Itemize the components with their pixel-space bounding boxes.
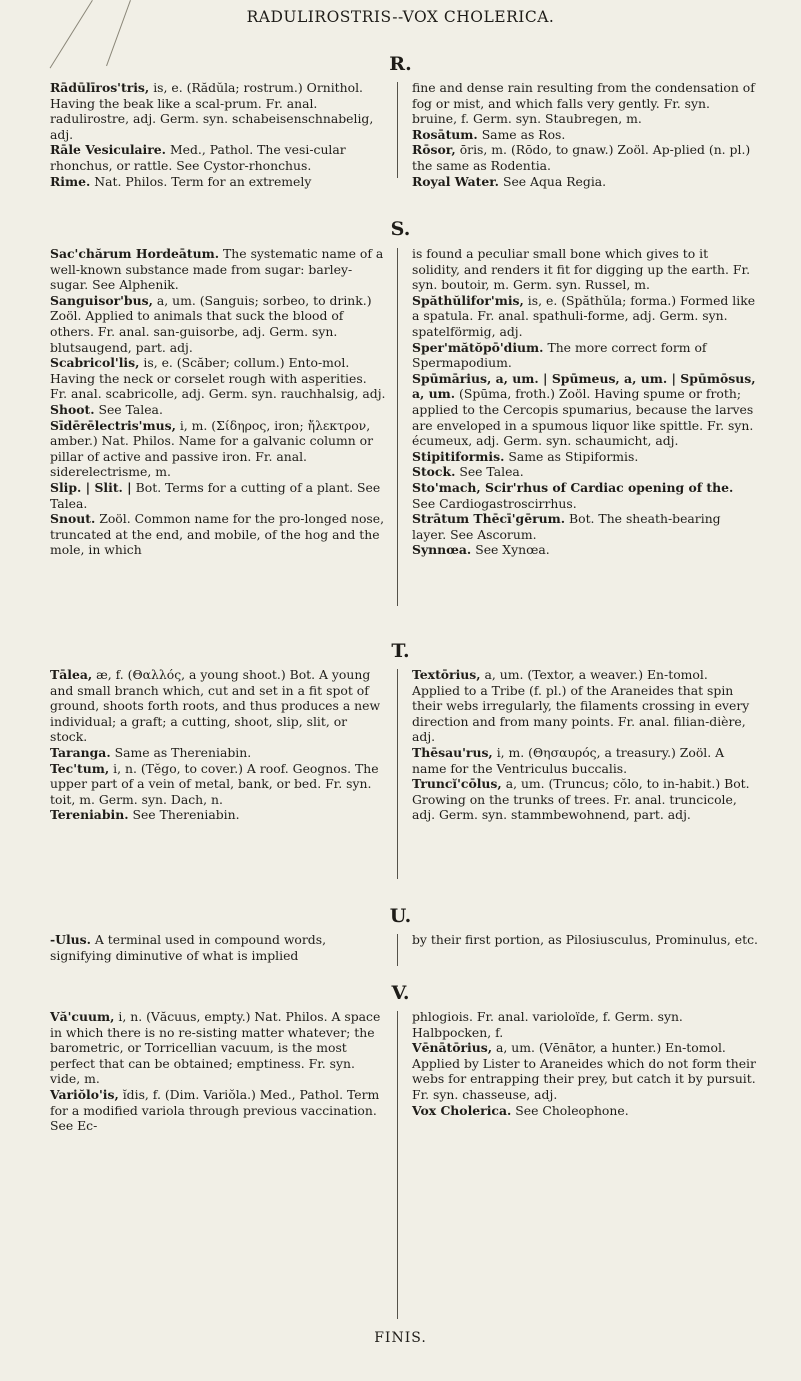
section-letter-u: U. [389, 905, 412, 927]
dictionary-entry [412, 464, 758, 480]
entry-body: is, e. (Scăber; collum.) Ento-mol. Having the neck or corselet rough with asperities. Fr. anal. scabricolle, adj. Germ. syn. rauchhalsig, adj. [50, 355, 386, 402]
entry-headword: Vă'cuum, [50, 1009, 115, 1024]
dictionary-entry [50, 761, 386, 808]
dictionary-entry [412, 174, 758, 190]
entry-headword: Tec'tum, [50, 760, 110, 776]
entry-body: See Cardiogastroscirrhus. [412, 495, 577, 511]
dictionary-entry [412, 745, 758, 776]
dictionary-entry [412, 449, 758, 465]
entry-body: Bot. The sheath-bearing layer. See Ascorum. [412, 511, 721, 542]
entry-body: (Spūma, froth.) Zoöl. Having spume or froth; applied to the Cercopis spumarius, because the larves are enveloped in a spumous liquor like spittle. Fr. syn. écumeux, adj. Germ. syn. schaumicht, adj. [412, 386, 754, 449]
dictionary-entry [412, 127, 758, 143]
column-divider [397, 248, 398, 606]
entry-pos: ōris, m. [459, 142, 507, 158]
dictionary-entry [50, 142, 386, 173]
entry-body: ĭdis, f. (Dim. Variŏla.) Med., Pathol. Term for a modified variola through previous vaccination. See Ec- [50, 1086, 380, 1134]
dictionary-entry [412, 293, 758, 340]
dictionary-entry [50, 293, 386, 355]
entry-headword: Textōrius, [412, 667, 481, 682]
entry-headword: -Ulus. [50, 932, 91, 947]
entry-ety: (Rădŭla; rostrum.) [186, 80, 303, 95]
entry-headword: Snout. [50, 511, 96, 527]
entry-body: i, n. (Văcuus, empty.) Nat. Philos. A space in which there is no re-sisting matter whatever; the barometric, or Torricellian vacuum, is the most perfect that can be obtained; emptiness. Fr. syn. vide, m. [50, 1009, 381, 1087]
dictionary-entry [50, 480, 386, 511]
entry-headword: Spūmārius, a, um. | Spūmeus, a, um. | Spūmōsus, a, um. [412, 370, 756, 402]
entry-body: is, e. (Spăthŭla; forma.) Formed like a spatula. Fr. anal. spathuli-forme, adj. Germ. syn. spatelförmig, adj. [412, 292, 756, 339]
entry-headword: Rāle Vesiculaire. [50, 142, 166, 158]
column-divider [397, 82, 398, 178]
dictionary-entry [412, 511, 758, 542]
dictionary-entry [50, 667, 386, 745]
entry-headword: Royal Water. [412, 173, 499, 189]
entry-headword: Sto'mach, Scir'rhus of Cardiac opening of the. [412, 479, 734, 495]
entry-body: A terminal used in compound words, signifying diminutive of what is implied [50, 932, 327, 963]
section-letter-s: S. [390, 218, 411, 240]
dictionary-entry [412, 142, 758, 173]
finis-label: FINIS. [374, 1330, 427, 1346]
entry-body: Same as Stipiformis. [508, 448, 639, 464]
entry-headword: Sac'chărum Hordeātum. [50, 246, 220, 261]
dictionary-entry [50, 1087, 386, 1134]
running-head: RADULIROSTRIS--VOX CHOLERICA. [246, 8, 555, 26]
entry-body: Same as Ros. [481, 126, 566, 142]
entry-headword: Taranga. [50, 744, 111, 760]
section-s-left-column [50, 246, 386, 558]
dictionary-entry [412, 1103, 758, 1119]
section-r-left-column [50, 80, 386, 189]
dictionary-entry [50, 80, 386, 142]
entry-headword: Spăthŭlifor'mis, [412, 292, 524, 308]
dictionary-entry [412, 371, 758, 449]
dictionary-entry [50, 246, 386, 293]
section-letter-t: T. [391, 640, 410, 662]
dictionary-entry [412, 80, 758, 127]
entry-headword: Vox Cholerica. [412, 1102, 512, 1118]
entry-body: Zoöl. Common name for the pro-longed nose, truncated at the end, and mobile, of the hog and the mole, in which [50, 511, 385, 558]
entry-body: Nat. Philos. Term for an extremely [94, 173, 312, 189]
column-divider [397, 669, 398, 879]
entry-body: See Talea. [98, 401, 163, 417]
entry-body: See Aqua Regia. [502, 173, 607, 189]
dictionary-entry [412, 1040, 758, 1102]
entry-body: See Talea. [459, 464, 524, 480]
entry-body: i, m. (Θησαυρός, a treasury.) Zoöl. A name for the Ventriculus buccalis. [412, 744, 725, 776]
entry-headword: Rime. [50, 173, 91, 189]
section-t-left-column [50, 667, 386, 823]
entry-body: i, n. (Tĕgo, to cover.) A roof. Geognos. The upper part of a vein of metal, bank, or bed. Fr. syn. toit, m. Germ. syn. Dach, n. [50, 760, 379, 807]
entry-body: a, um. (Sanguis; sorbeo, to drink.) Zoöl. Applied to animals that suck the blood of others. Fr. anal. san-guisorbe, adj. Germ. syn. blutsaugend, part. adj. [50, 292, 372, 355]
entry-headword: Tālea, [50, 667, 93, 682]
entry-body: Bot. Terms for a cutting of a plant. See Talea. [50, 479, 381, 511]
entry-ety: (Rōdo, to gnaw.) [510, 142, 614, 158]
entry-body: See Xynœa. [475, 542, 550, 558]
section-v-left-column [50, 1009, 386, 1134]
entry-body: The more correct form of Spermapodium. [412, 339, 707, 371]
entry-headword: Thēsau'rus, [412, 744, 493, 760]
entry-body: phlogiois. Fr. anal. varioloïde, f. Germ. syn. Halbpocken, f. [412, 1009, 683, 1040]
entry-headword: Rōsor, [412, 142, 456, 158]
dictionary-entry [50, 807, 386, 823]
dictionary-entry [50, 355, 386, 402]
dictionary-entry [50, 511, 386, 558]
entry-headword: Shoot. [50, 401, 95, 417]
entry-body: The systematic name of a well-known substance made from sugar: barley-sugar. See Alphenik. [50, 246, 384, 293]
dictionary-entry [412, 932, 758, 948]
dictionary-entry [412, 542, 758, 558]
dictionary-entry [412, 776, 758, 823]
entry-headword: Rādūlīros'tris, [50, 80, 150, 95]
entry-headword: Variŏlo'is, [50, 1086, 119, 1102]
dictionary-entry [412, 1009, 758, 1040]
entry-body: a, um. (Textor, a weaver.) En-tomol. Applied to a Tribe (f. pl.) of the Araneides that spin their webs irregularly, the filaments crossing in every direction and from many points. Fr. anal. filian-dière, adj. [412, 667, 750, 745]
entry-body: See Thereniabin. [132, 807, 240, 823]
entry-body: a, um. (Vēnātor, a hunter.) En-tomol. Applied by Lister to Araneides which do not form their webs for entrapping their prey, but catch it by pursuit. Fr. syn. chasseuse, adj. [412, 1040, 756, 1102]
entry-body: is found a peculiar small bone which gives to it solidity, and renders it fit for digging up the earth. Fr. syn. boutoir, m. Germ. syn. Russel, m. [412, 246, 751, 293]
dictionary-entry [50, 745, 386, 761]
entry-body: Ornithol. Having the beak like a scal-prum. Fr. anal. radulirostre, adj. Germ. syn. schabeisenschnabelig, adj. [50, 80, 374, 142]
entry-headword: Stipitiformis. [412, 448, 505, 464]
dictionary-entry [50, 418, 386, 480]
entry-headword: Truncĭ'cōlus, [412, 776, 502, 792]
entry-headword: Tereniabin. [50, 807, 129, 823]
section-u-right-column [412, 932, 758, 948]
entry-headword: Synnœa. [412, 542, 472, 558]
entry-headword: Scabricol'lis, [50, 355, 140, 371]
entry-body: Zoöl. Ap-plied (n. pl.) the same as Rodentia. [412, 142, 751, 173]
entry-pos: is, e. [153, 80, 183, 95]
entry-headword: Rosātum. [412, 126, 478, 142]
entry-headword: Stock. [412, 464, 456, 480]
section-v-right-column [412, 1009, 758, 1118]
dictionary-entry [412, 340, 758, 371]
dictionary-entry [50, 402, 386, 418]
entry-headword: Vēnātōrius, [412, 1040, 493, 1056]
entry-headword: Strātum Thēcī'gērum. [412, 511, 566, 527]
dictionary-entry [50, 932, 386, 963]
dictionary-entry [412, 246, 758, 293]
dictionary-entry [412, 480, 758, 511]
entry-body: Same as Thereniabin. [114, 744, 252, 760]
entry-body: i, m. (Σίδηρος, iron; ἤλεκτρον, amber.) Nat. Philos. Name for a galvanic column or pillar of active and passive iron. Fr. anal. siderelectrisme, m. [50, 417, 374, 480]
entry-body: Med., Pathol. The vesi-cular rhonchus, or rattle. See Cystor-rhonchus. [50, 142, 346, 173]
entry-body: a, um. (Truncus; cŏlo, to in-habit.) Bot. Growing on the trunks of trees. Fr. anal. truncicole, adj. Germ. syn. stammbewohnend, part. adj. [412, 776, 750, 823]
column-divider [397, 1011, 398, 1319]
section-u-left-column [50, 932, 386, 963]
entry-headword: Sanguisor'bus, [50, 292, 153, 308]
entry-body: See Choleophone. [515, 1102, 629, 1118]
column-divider [397, 934, 398, 966]
section-s-right-column [412, 246, 758, 558]
section-letter-v: V. [391, 982, 410, 1004]
dictionary-entry [50, 1009, 386, 1087]
entry-body: by their first portion, as Pilosiusculus, Prominulus, etc. [412, 932, 758, 947]
entry-headword: Slip. | Slit. | [50, 479, 132, 495]
entry-headword: Sīdērēlectris'mus, [50, 417, 176, 433]
section-t-right-column [412, 667, 758, 823]
dictionary-entry [50, 174, 386, 190]
entry-body: fine and dense rain resulting from the condensation of fog or mist, and which falls very gently. Fr. syn. bruine, f. Germ. syn. Staubregen, m. [412, 80, 755, 127]
section-r-right-column [412, 80, 758, 189]
dictionary-entry [412, 667, 758, 745]
entry-body: æ, f. (Θαλλός, a young shoot.) Bot. A young and small branch which, cut and set in a fit spot of ground, shoots forth roots, and thus produces a new individual; a graft; a cutting, shoot, slip, slit, or stock. [50, 667, 381, 745]
entry-headword: Sper'mătŏpō'dium. [412, 339, 544, 355]
section-letter-r: R. [389, 53, 412, 75]
